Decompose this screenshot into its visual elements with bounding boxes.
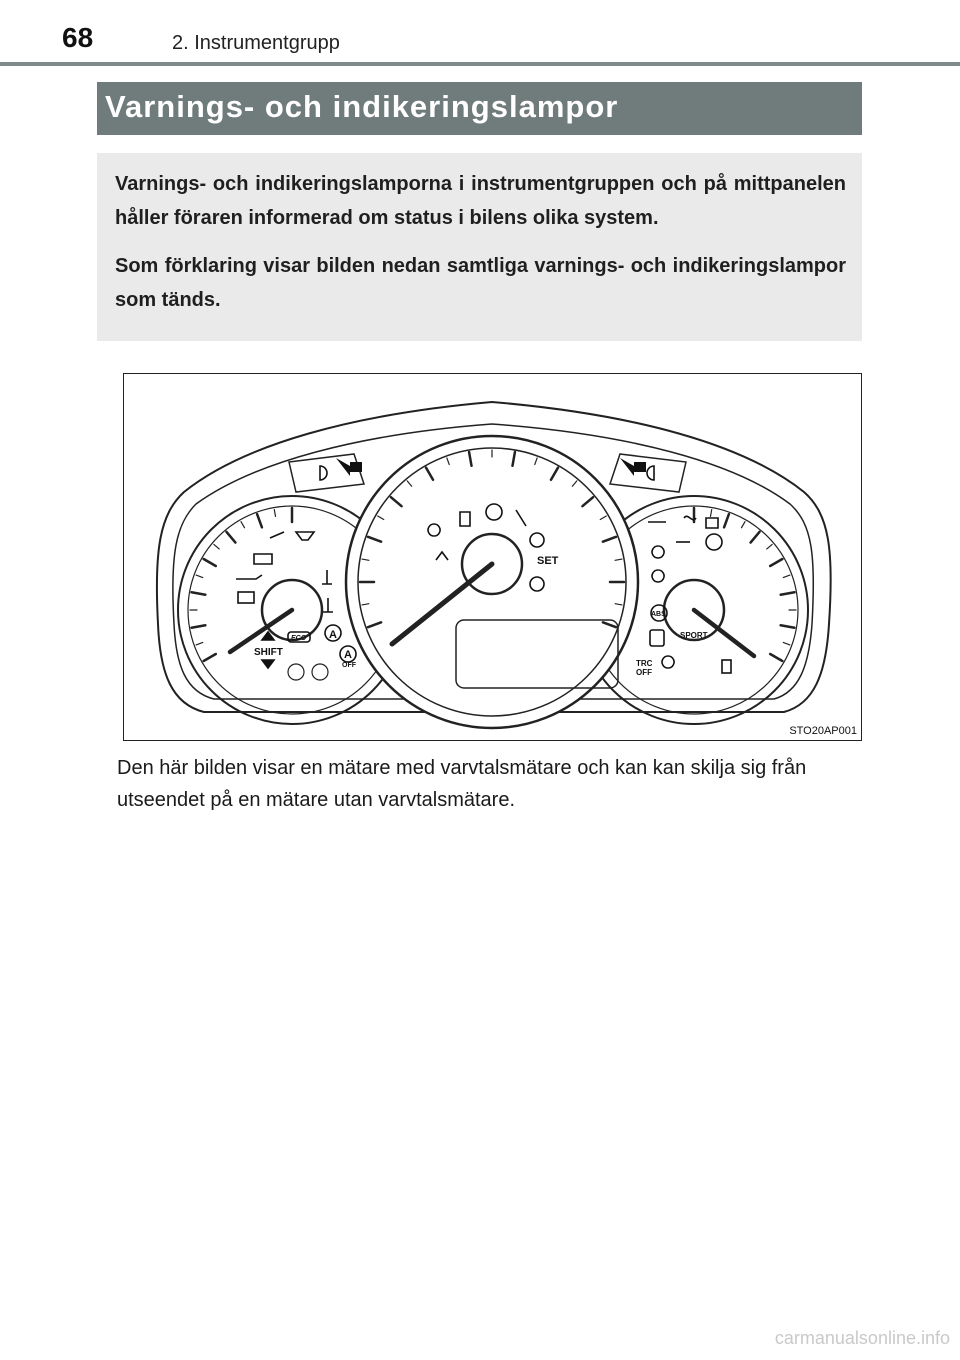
tire-pressure-icon xyxy=(706,534,722,550)
eco-label: ECO xyxy=(291,635,307,642)
left-gauge-tick xyxy=(192,592,206,594)
left-gauge-tick xyxy=(257,514,262,527)
left-turn-arrow-icon xyxy=(336,458,362,476)
right-gauge-tick xyxy=(710,510,711,517)
left-gauge-tick xyxy=(274,510,275,517)
indicator-lamp xyxy=(288,664,304,680)
slip-indicator-icon xyxy=(650,630,664,646)
battery-icon xyxy=(238,592,254,603)
left-gauge-tick xyxy=(226,532,235,543)
left-gauge-tick xyxy=(196,642,203,644)
shift-label: SHIFT xyxy=(254,647,283,658)
left-gauge-tick xyxy=(192,625,206,627)
check-engine-icon xyxy=(254,554,272,564)
section-title: 2. Instrumentgrupp xyxy=(172,32,340,54)
indicator-lamp xyxy=(312,664,328,680)
left-gauge-tick xyxy=(196,575,203,577)
shift-down-icon xyxy=(262,660,274,668)
header-rule xyxy=(0,62,960,66)
figure-caption: Den här bilden visar en mätare med varvtalsmätare och kan kan skilja sig från utseendet på en mätare utan varvtalsmätare. xyxy=(117,757,807,811)
coolant-low-icon xyxy=(323,598,333,612)
left-needle xyxy=(230,610,292,652)
auto-off-label: OFF xyxy=(342,662,356,669)
instrument-cluster-figure xyxy=(123,373,862,741)
auto-hold-label: A xyxy=(329,629,337,641)
sport-label: SPORT xyxy=(680,631,708,640)
right-gauge-tick xyxy=(770,559,782,566)
right-gauge-tick xyxy=(783,642,790,644)
watermark: carmanualsonline.info xyxy=(774,1328,950,1348)
page-number: 68 xyxy=(62,22,94,53)
washer-fluid-icon xyxy=(296,532,314,540)
center-dial-outer xyxy=(346,436,638,728)
left-gauge-tick xyxy=(204,559,216,566)
coolant-temp-icon xyxy=(322,570,332,584)
rear-fog-icon xyxy=(652,546,664,558)
right-gauge-tick xyxy=(767,544,772,548)
trc-label: TRC xyxy=(636,659,653,668)
left-gauge-tick xyxy=(214,544,219,548)
right-gauge-tick xyxy=(781,592,795,594)
fuel-icon xyxy=(722,660,731,673)
set-label: SET xyxy=(537,555,559,567)
vsc-off-icon xyxy=(662,656,674,668)
dpf-icon xyxy=(706,518,718,528)
intro-paragraph-2: Som förklaring visar bilden nedan samtliga varnings- och indikeringslampor som tänds. xyxy=(115,255,846,311)
front-fog-icon xyxy=(652,570,664,582)
intro-paragraph-1: Varnings- och indikeringslamporna i instrumentgruppen och på mittpanelen håller föraren informerad om status i bilens olika system. xyxy=(115,173,846,229)
figure-code: STO20AP001 xyxy=(789,725,857,737)
right-turn-arrow-icon xyxy=(620,458,646,476)
left-gauge-tick xyxy=(204,654,216,661)
right-gauge-tick xyxy=(751,532,760,543)
title-bar xyxy=(97,82,862,135)
right-gauge-tick xyxy=(783,575,790,577)
headlight-icon xyxy=(320,466,327,480)
right-gauge-tick xyxy=(770,654,782,661)
left-gauge-tick xyxy=(241,522,245,528)
wrench-icon xyxy=(270,532,284,538)
right-gauge-tick xyxy=(781,625,795,627)
right-gauge-tick xyxy=(742,522,746,528)
intro-box xyxy=(97,153,862,341)
auto-off-a-label: A xyxy=(344,649,352,661)
right-gauge-tick xyxy=(724,514,729,527)
page-title: Varnings- och indikeringslampor xyxy=(105,89,619,124)
trc-off-label: OFF xyxy=(636,668,652,677)
high-beam-icon xyxy=(647,466,654,480)
instrument-cluster-illustration xyxy=(124,374,861,740)
oil-pressure-icon xyxy=(236,575,262,579)
abs-label: ABS xyxy=(651,611,666,618)
